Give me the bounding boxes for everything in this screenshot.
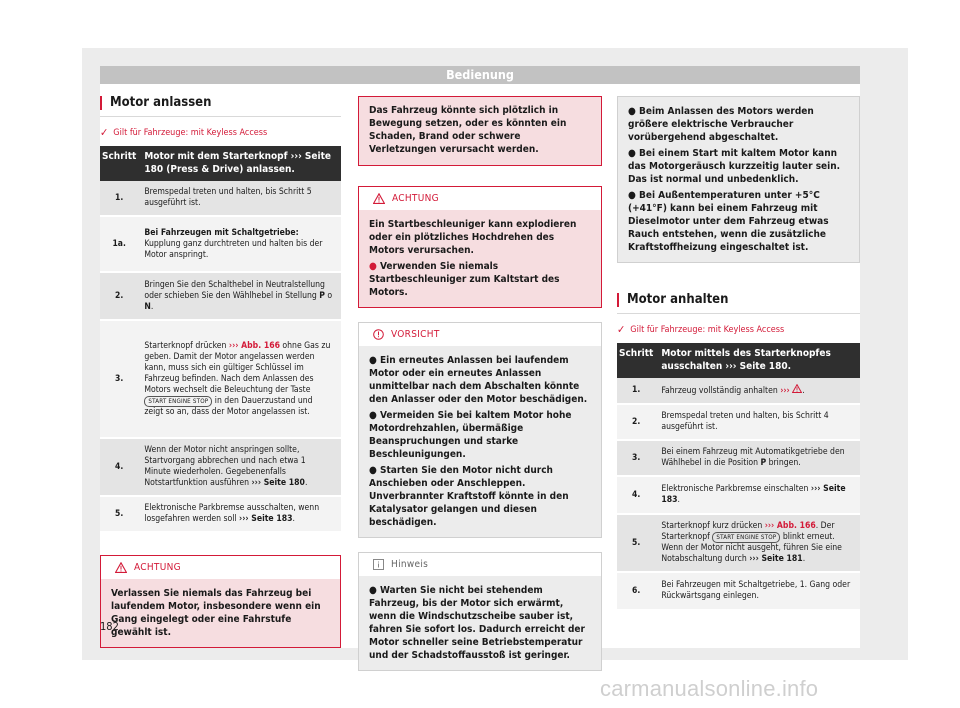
page-link[interactable]: ››› Seite 183 bbox=[239, 514, 293, 524]
note-label: Hinweis bbox=[391, 559, 429, 570]
figure-link[interactable]: ››› Abb. 166 bbox=[764, 521, 816, 531]
step-text: Bei Fahrzeugen mit Schaltgetriebe, 1. Gang oder Rückwärtsgang einlegen. bbox=[655, 572, 860, 610]
warning-continued-text: Das Fahrzeug könnte sich plötzlich in Bewegung setzen, oder es könnten ein Schaden, Brand oder schwere Verletzungen verursacht werden. bbox=[359, 97, 601, 165]
note-bullet: ● Bei einem Start mit kaltem Motor kann das Motorgeräusch kurzzeitig lauter sein. Das ist normal und unbedenklich. bbox=[628, 148, 841, 185]
note-body bbox=[359, 576, 601, 670]
table-header-step: Schritt bbox=[100, 146, 138, 181]
step-number: 1. bbox=[617, 378, 655, 404]
step-text: Starterknopf kurz drücken ››› Abb. 166. Der Starterknopf START ENGINE STOP blinkt erneut. Wenn der Motor nicht ausgeht, führen Sie eine Notabschaltung durch ››› Seite 181. bbox=[655, 514, 860, 572]
caution-label: VORSICHT bbox=[391, 329, 440, 340]
step-text: Bringen Sie den Schalthebel in Neutralstellung oder schieben Sie den Wählhebel in Stellung P o N. bbox=[138, 272, 341, 320]
step-text: Bremspedal treten und halten, bis Schritt 4 ausgeführt ist. bbox=[655, 404, 860, 440]
check-icon: ✓ bbox=[100, 126, 109, 139]
table-row bbox=[100, 216, 341, 272]
warning-continued-box bbox=[358, 96, 602, 166]
exclamation-circle-icon bbox=[373, 329, 384, 340]
start-engine-stop-key: START ENGINE STOP bbox=[144, 396, 212, 407]
step-text: Elektronische Parkbremse einschalten ››› Seite 183. bbox=[655, 476, 860, 514]
right-column bbox=[617, 96, 860, 611]
step-text: Bei Fahrzeugen mit Schaltgetriebe: Kupplung ganz durchtreten und halten bis der Motor anspringt. bbox=[138, 216, 341, 272]
start-engine-stop-key: START ENGINE STOP bbox=[712, 532, 780, 543]
page-link[interactable]: ››› Seite 183 bbox=[661, 484, 846, 505]
step-number: 3. bbox=[100, 320, 138, 438]
step-text: Wenn der Motor nicht anspringen sollte, Startvorgang abbrechen und nach etwa 1 Minute wiederholen. Gegebenenfalls Notstartfunktion ausführen ››› Seite 180. bbox=[138, 438, 341, 496]
caution-bullet: ● Ein erneutes Anlassen bei laufendem Motor oder ein erneutes Anlassen unmittelbar nach dem Abschalten könnte den Anlasser oder den Motor beschädigen. bbox=[369, 355, 588, 405]
note-continued-box bbox=[617, 96, 860, 263]
page-link[interactable]: ››› Seite 180 bbox=[251, 478, 305, 488]
watermark: carmanualsonline.info bbox=[600, 676, 819, 701]
section-header: Bedienung bbox=[100, 66, 860, 84]
page-link[interactable]: ››› Seite 181 bbox=[749, 554, 803, 564]
section-title-motor-anhalten: Motor anhalten bbox=[617, 293, 860, 307]
table-row bbox=[617, 476, 860, 514]
step-number: 3. bbox=[617, 440, 655, 476]
step-number: 6. bbox=[617, 572, 655, 610]
warning-box bbox=[100, 555, 341, 648]
step-number: 2. bbox=[100, 272, 138, 320]
info-icon bbox=[373, 559, 384, 570]
step-number: 5. bbox=[100, 496, 138, 532]
divider bbox=[617, 313, 860, 314]
applies-note bbox=[100, 127, 341, 138]
table-header-action: Motor mittels des Starterknopfes ausschalten ››› Seite 180. bbox=[655, 343, 860, 378]
table-row bbox=[617, 440, 860, 476]
applies-note bbox=[617, 324, 860, 335]
note-header bbox=[359, 553, 601, 576]
table-row bbox=[617, 404, 860, 440]
warning-bullet: ● Verwenden Sie niemals Startbeschleuniger zum Kaltstart des Motors. bbox=[369, 261, 560, 298]
note-continued-body bbox=[618, 97, 859, 262]
left-column bbox=[100, 96, 341, 648]
warning-label: ACHTUNG bbox=[392, 193, 439, 204]
table-row bbox=[100, 320, 341, 438]
table-row bbox=[100, 181, 341, 216]
caution-header bbox=[359, 323, 601, 346]
figure-link[interactable]: ››› Abb. 166 bbox=[228, 340, 280, 351]
steps-table-stop bbox=[617, 343, 860, 611]
warning-link[interactable]: ››› bbox=[780, 386, 790, 396]
step-text: Bremspedal treten und halten, bis Schritt 5 ausgeführt ist. bbox=[138, 181, 341, 216]
note-bullet: ● Beim Anlassen des Motors werden größere elektrische Verbraucher vorübergehend abgeschaltet. bbox=[628, 106, 814, 143]
steps-table-start bbox=[100, 146, 341, 533]
warning-header bbox=[101, 556, 340, 579]
warning-triangle-icon bbox=[115, 562, 127, 573]
step-number: 1. bbox=[100, 181, 138, 216]
table-row bbox=[617, 572, 860, 610]
warning-triangle-icon bbox=[373, 193, 385, 204]
caution-body bbox=[359, 346, 601, 537]
table-header-action: Motor mit dem Starterknopf ››› Seite 180 (Press & Drive) anlassen. bbox=[138, 146, 341, 181]
step-number: 4. bbox=[617, 476, 655, 514]
warning-intro: Ein Startbeschleuniger kann explodieren oder ein plötzliches Hochdrehen des Motors verursachen. bbox=[369, 219, 577, 256]
applies-text: Gilt für Fahrzeuge: mit Keyless Access bbox=[113, 127, 268, 138]
caution-bullet: ● Starten Sie den Motor nicht durch Anschieben oder Anschleppen. Unverbrannter Kraftstoff könnte in den Katalysator gelangen und diesen beschädigen. bbox=[369, 465, 569, 528]
table-row bbox=[617, 514, 860, 572]
table-row bbox=[100, 272, 341, 320]
step-text: Fahrzeug vollständig anhalten ››› . bbox=[655, 378, 860, 404]
warning-label: ACHTUNG bbox=[134, 562, 181, 573]
table-row bbox=[100, 438, 341, 496]
table-header-step: Schritt bbox=[617, 343, 655, 378]
check-icon: ✓ bbox=[617, 323, 626, 336]
step-number: 1a. bbox=[100, 216, 138, 272]
section-title-motor-anlassen: Motor anlassen bbox=[100, 96, 341, 110]
step-number: 5. bbox=[617, 514, 655, 572]
warning-triangle-icon bbox=[792, 384, 802, 393]
middle-column bbox=[358, 96, 602, 671]
page-number: 182 bbox=[100, 620, 119, 633]
note-bullet: ● Bei Außentemperaturen unter +5°C (+41°F) kann bei einem Fahrzeug mit Dieselmotor unter dem Fahrzeug etwas Rauch entstehen, wenn die zusätzliche Kraftstoffheizung eingeschaltet ist. bbox=[628, 190, 829, 253]
caution-box bbox=[358, 322, 602, 538]
warning-box bbox=[358, 186, 602, 308]
warning-body bbox=[359, 210, 601, 307]
step-text: Elektronische Parkbremse ausschalten, wenn losgefahren werden soll ››› Seite 183. bbox=[138, 496, 341, 532]
table-row bbox=[100, 496, 341, 532]
note-bullet: ● Warten Sie nicht bei stehendem Fahrzeug, bis der Motor sich erwärmt, wenn die Windschutzscheibe sauber ist, fahren Sie sofort los. Dadurch erreicht der Motor schneller seine Betriebstemperatur und der Schadstoffausstoß ist geringer. bbox=[369, 585, 585, 661]
warning-header bbox=[359, 187, 601, 210]
step-number: 2. bbox=[617, 404, 655, 440]
step-number: 4. bbox=[100, 438, 138, 496]
table-row bbox=[617, 378, 860, 404]
note-box bbox=[358, 552, 602, 671]
divider bbox=[100, 116, 341, 117]
warning-text: Verlassen Sie niemals das Fahrzeug bei laufendem Motor, insbesondere wenn ein Gang eingelegt oder eine Fahrstufe gewählt ist. bbox=[101, 579, 340, 647]
step-text: Starterknopf drücken ››› Abb. 166 ohne Gas zu geben. Damit der Motor angelassen werden kann, muss sich ein gültiger Schlüssel im Fahrzeug befinden. Nach dem Anlassen des Motors wechselt die Beleuchtung der Taste START ENGINE STOP in den Dauerzustand und zeigt so an, dass der Motor angelassen ist. bbox=[138, 320, 341, 438]
caution-bullet: ● Vermeiden Sie bei kaltem Motor hohe Motordrehzahlen, übermäßige Beanspruchungen und starke Beschleunigungen. bbox=[369, 410, 572, 460]
step-text: Bei einem Fahrzeug mit Automatikgetriebe den Wählhebel in die Position P bringen. bbox=[655, 440, 860, 476]
applies-text: Gilt für Fahrzeuge: mit Keyless Access bbox=[630, 324, 785, 335]
